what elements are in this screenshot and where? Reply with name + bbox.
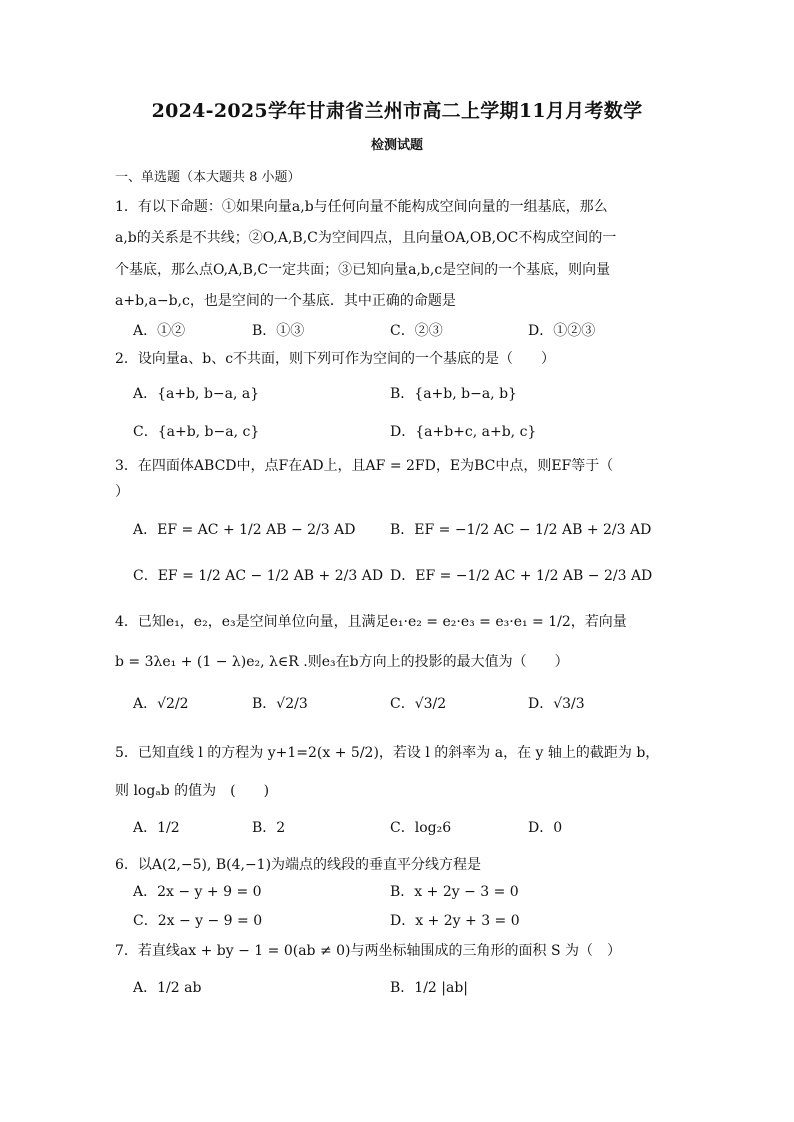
q4-line-2: b = 3λe₁ + (1 − λ)e₂, λ∈R .则e₃在b方向上的投影的最大值为（ ） [115,654,569,670]
q1-option-a: A．①② [133,323,186,339]
q1-option-d: D．①②③ [528,323,596,339]
q1-option-b: B．①③ [252,323,305,339]
q6-line-1: 6．以A(2,−5), B(4,−1)为端点的线段的垂直平分线方程是 [115,857,482,873]
q1-option-c: C．②③ [390,323,443,339]
q4-option-d: D．√3/3 [528,696,585,712]
q4-option-b: B．√2/3 [252,696,308,712]
q7-option-b: B．1/2 |ab| [390,980,469,996]
q5-line-2: 则 logₐb 的值为 ( ) [115,783,270,799]
q1-line-4: a+b,a−b,c，也是空间的一个基底．其中正确的命题是 [115,293,456,309]
q1-line-1: 1．有以下命题：①如果向量a,b与任何向量不能构成空间向量的一组基底，那么 [115,199,608,215]
q5-option-a: A．1/2 [133,820,180,836]
q7-option-a: A．1/2 ab [133,980,202,996]
q2-option-b: B．{a+b, b−a, b} [390,386,517,402]
q2-option-c: C．{a+b, b−a, c} [133,424,260,440]
q2-option-a: A．{a+b, b−a, a} [133,386,260,402]
q5-option-d: D．0 [528,820,563,836]
q1-line-3: 个基底，那么点O,A,B,C一定共面；③已知向量a,b,c是空间的一个基底，则向量 [115,262,611,278]
q2-option-d: D．{a+b+c, a+b, c} [390,424,537,440]
q6-option-d: D．x + 2y + 3 = 0 [390,913,520,929]
page-subtitle: 检测试题 [370,138,423,153]
section-heading: 一、单选题（本大题共 8 小题） [115,170,301,185]
q4-option-a: A．√2/2 [133,696,189,712]
q2-line-1: 2．设向量a、b、c不共面，则下列可作为空间的一个基底的是（ ） [115,351,556,367]
q4-option-c: C．√3/2 [390,696,447,712]
q3-line-2: ） [115,484,129,500]
q1-line-2: a,b的关系是不共线；②O,A,B,C为空间四点，且向量OA,OB,OC不构成空间的一 [115,230,617,246]
q3-option-b: B．EF = −1/2 AC − 1/2 AB + 2/3 AD [390,522,652,538]
q6-option-b: B．x + 2y − 3 = 0 [390,884,519,900]
q3-option-a: A．EF = AC + 1/2 AB − 2/3 AD [133,522,356,538]
q4-line-1: 4．已知e₁，e₂，e₃是空间单位向量，且满足e₁·e₂ = e₂·e₃ = e₃·e₁ = 1/2，若向量 [115,614,627,630]
q5-option-b: B．2 [252,820,286,836]
q5-option-c: C．log₂6 [390,820,452,836]
q3-line-1: 3．在四面体ABCD中，点F在AD上，且AF = 2FD，E为BC中点，则EF等于（ [115,458,614,474]
q3-option-d: D．EF = −1/2 AC + 1/2 AB − 2/3 AD [390,568,653,584]
q7-line-1: 7．若直线ax + by − 1 = 0(ab ≠ 0)与两坐标轴围成的三角形的面积 S 为（ ） [115,943,621,959]
page-title: 2024-2025学年甘肃省兰州市高二上学期11月月考数学 [151,100,643,122]
q3-option-c: C．EF = 1/2 AC − 1/2 AB + 2/3 AD [133,568,384,584]
q6-option-a: A．2x − y + 9 = 0 [133,884,262,900]
q6-option-c: C．2x − y − 9 = 0 [133,913,263,929]
q5-line-1: 5．已知直线 l 的方程为 y+1=2(x + 5/2)，若设 l 的斜率为 a，在 y 轴上的截距为 b， [115,745,660,761]
